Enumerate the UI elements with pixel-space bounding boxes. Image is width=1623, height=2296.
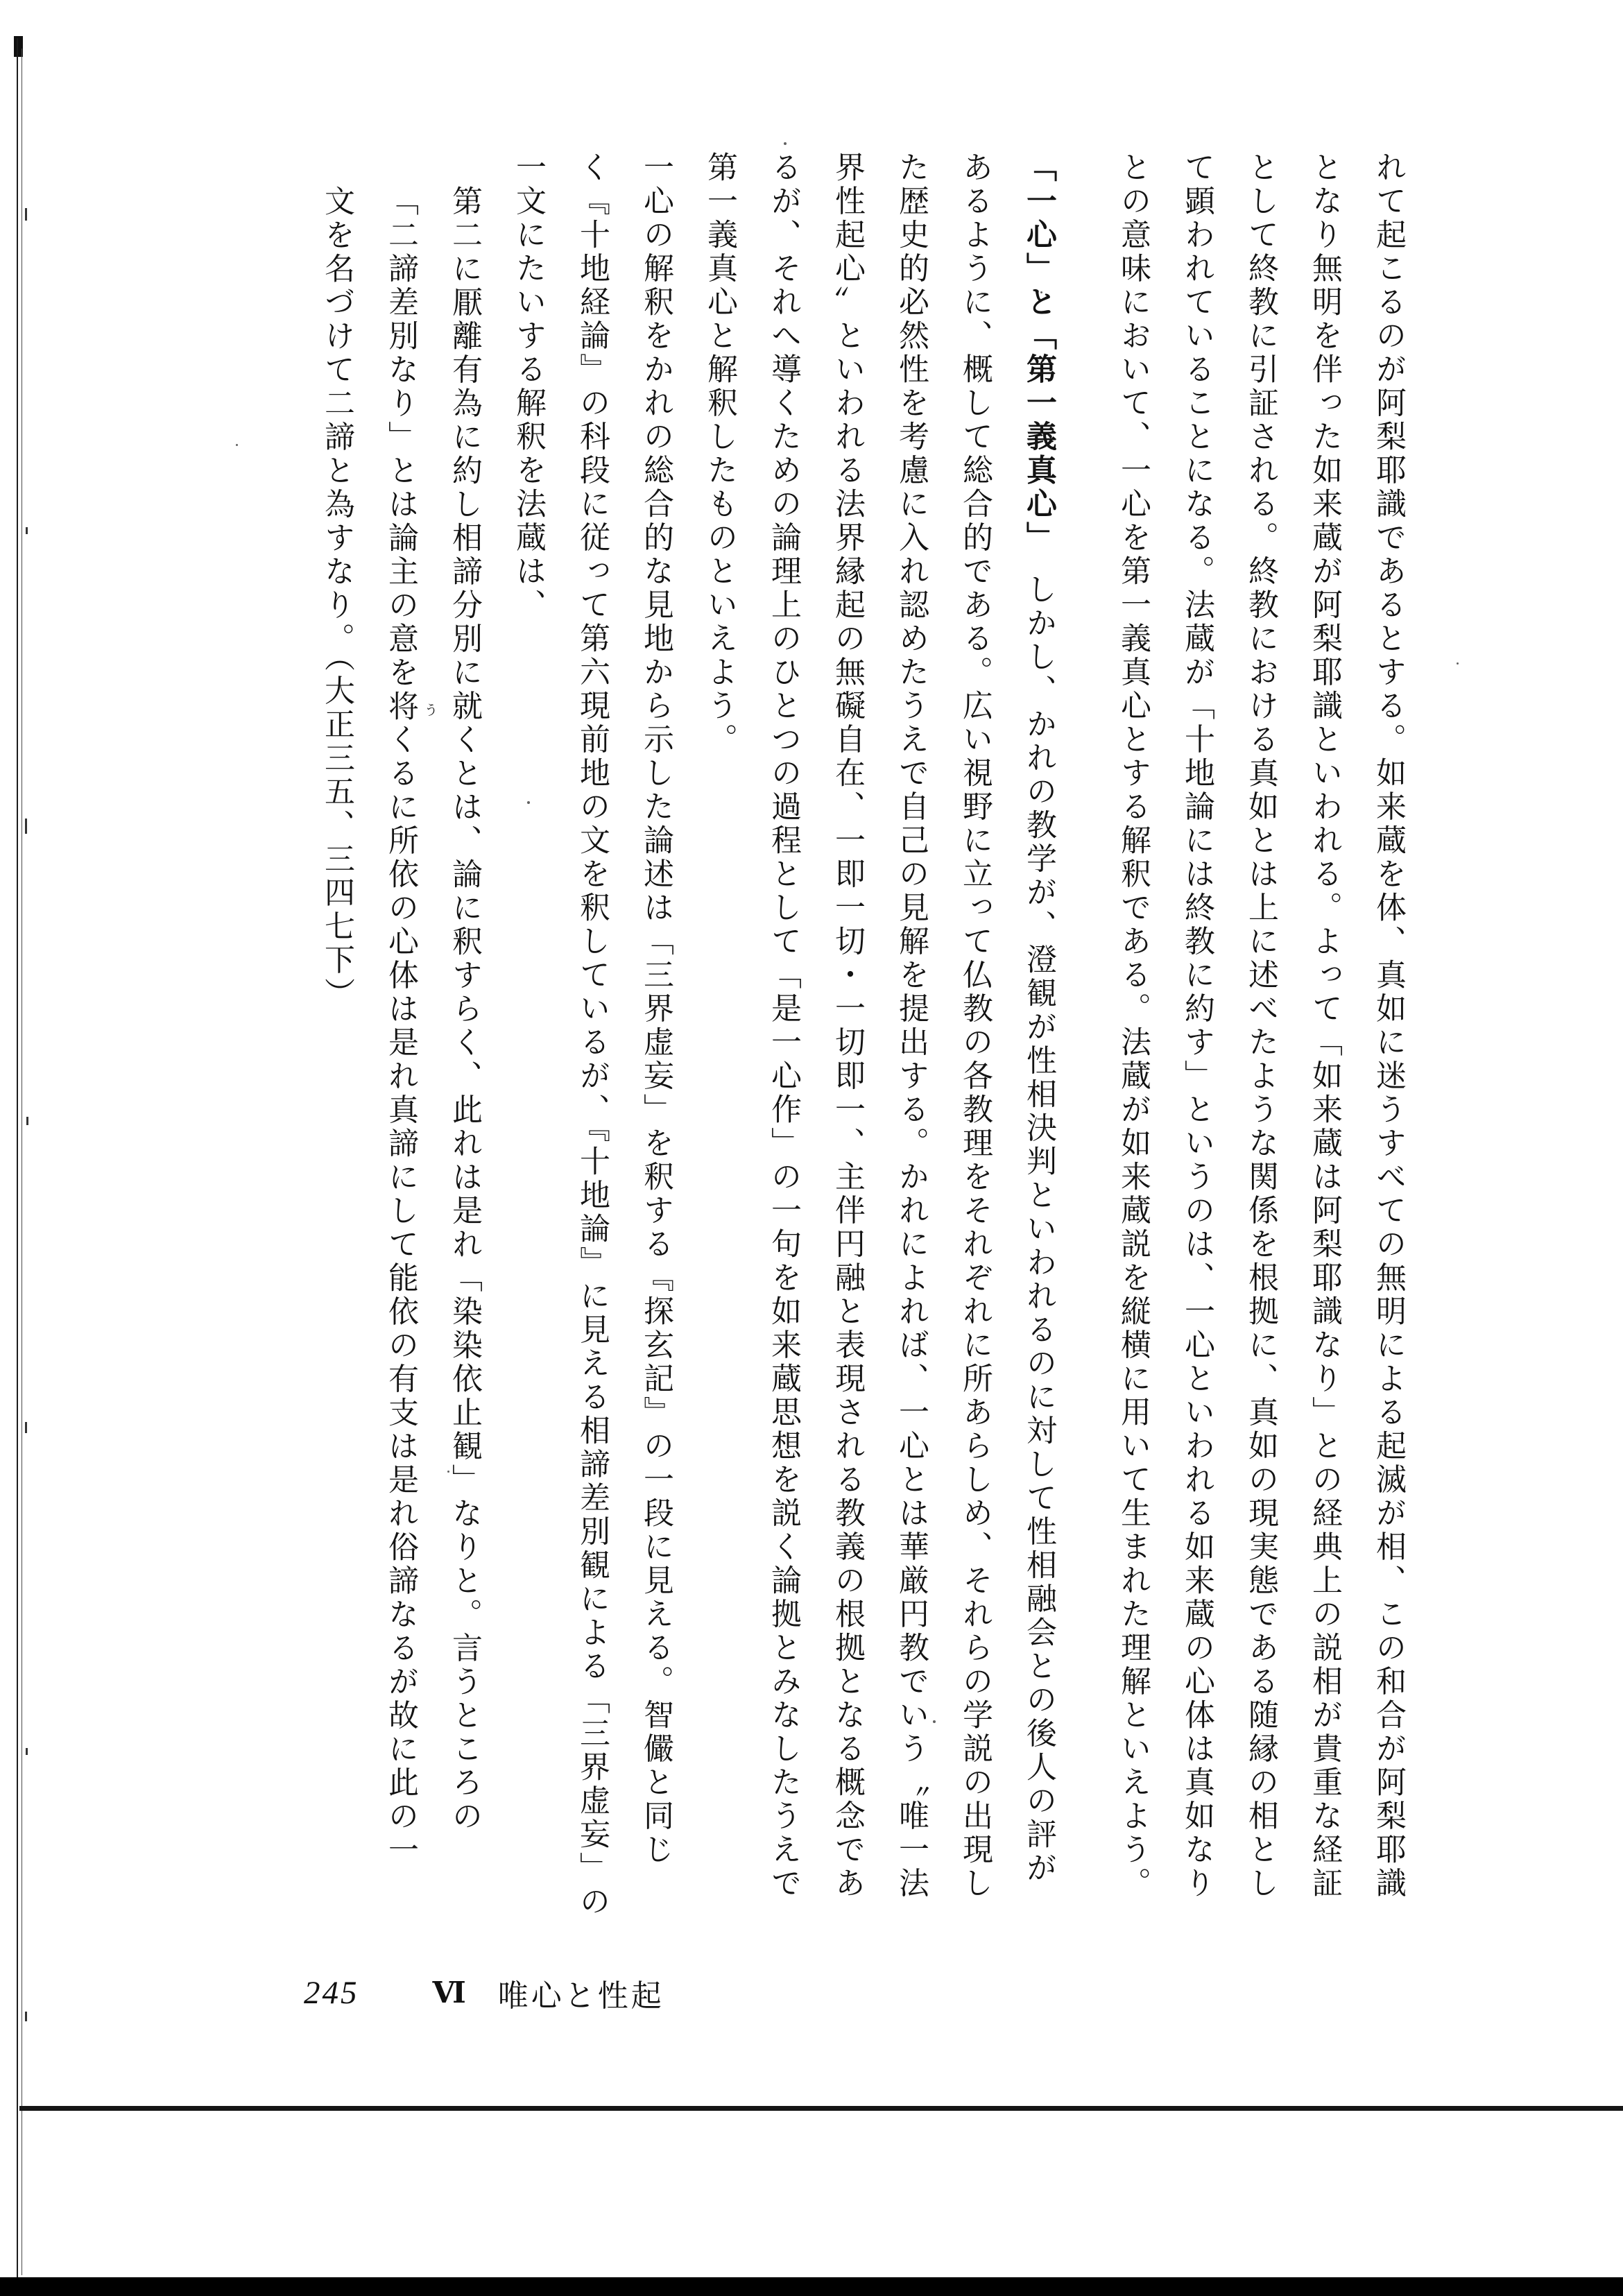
- page-footer: [304, 1972, 664, 2014]
- text-column-6: [1023, 151, 1054, 1906]
- text-column-2: となり無明を伴った如来蔵が阿梨耶識といわれる。よって「如来蔵は阿梨耶識なり」との経典上の説相が貴重な経証: [1307, 151, 1341, 1901]
- page-bottom-rule: [19, 2106, 1623, 2111]
- text-column-5: との意味において、一心を第一義真心とする解釈である。法蔵が如来蔵説を縦横に用いて生まれた理解といえよう。: [1116, 151, 1150, 1901]
- text-column-9: 界性起心〟といわれる法界縁起の無礙自在、一即一切・一切即一、主伴円融と表現される教義の根拠となる概念であ: [830, 151, 864, 1901]
- quote-line2-pre: 「二諦差別なり」とは論主の意を: [384, 185, 418, 690]
- text-column-10: るが、それへ導くための論理上のひとつの過程として「是一心作」の一句を如来蔵思想を説く論拠とみなしたうえで: [766, 151, 800, 1901]
- ruby-base-text: 将: [384, 689, 418, 723]
- scan-bottom-band: [0, 2277, 1623, 2296]
- section-heading: 「一心」と「第一義真心」: [1022, 151, 1056, 540]
- text-column-4: て顕われていることになる。法蔵が「十地論には終教に約す」というのは、一心といわれる如来蔵の心体は真如なり: [1180, 151, 1214, 1901]
- scan-speck: [784, 142, 787, 145]
- scan-edge-dash: [26, 1117, 28, 1125]
- chapter-number: Ⅵ: [432, 1978, 466, 2010]
- ruby-base-char: [384, 689, 437, 724]
- text-column-12: 一心の解釈をかれの総合的な見地から示した論述は「三界虚妄」を釈する『探玄記』の一段に見える。智儼と同じ: [639, 151, 673, 1867]
- text-column-7: あるように、概して総合的である。広い視野に立って仏教の各教理をそれぞれに所あらしめ、それらの学説の出現し: [958, 151, 992, 1901]
- scan-binding-line: [17, 38, 18, 2277]
- quote-line2-post: くるに所依の心体は是れ真諦にして能依の有支は是れ俗諦なるが故に此の一: [384, 723, 418, 1867]
- text-column-14: 一文にたいする解釈を法蔵は、: [511, 151, 545, 622]
- chapter-title: 唯心と性起: [497, 1979, 664, 2013]
- text-column-11: 第一義真心と解釈したものといえよう。: [703, 151, 737, 757]
- text-column-1: れて起こるのが阿梨耶識であるとする。如来蔵を体、真如に迷うすべての無明による起滅が相、この和合が阿梨耶識: [1371, 151, 1405, 1901]
- main-text-block: [320, 151, 1405, 1919]
- quote-column-2: [384, 151, 437, 1940]
- scan-edge-dash: [25, 208, 27, 221]
- furigana: う: [422, 702, 437, 717]
- text-column-13: く『十地経論』の科段に従って第六現前地の文を釈しているが、『十地論』に見える相諦差別観による「三界虚妄」の: [575, 151, 609, 1919]
- scan-edge-dash: [25, 2012, 27, 2021]
- scan-speck: [236, 444, 238, 446]
- text-column-3: として終教に引証される。終教における真如とは上に述べたような関係を根拠に、真如の現実態である随縁の相とし: [1244, 151, 1278, 1901]
- scan-edge-dash: [26, 1748, 28, 1755]
- scan-edge-dash: [25, 1422, 27, 1433]
- scan-speck: [1457, 662, 1459, 665]
- quote-column-3: 文を名づけて二諦と為すなり。（大正三五、三四七下）: [320, 185, 354, 1011]
- scan-edge-dash: [26, 527, 28, 534]
- scan-edge-dash: [25, 819, 27, 834]
- page-number: 245: [304, 1975, 359, 2011]
- quote-column-1: 第二に厭離有為に約し相諦分別に就くとは、論に釈すらく、此れは是れ「染染依止観」なりと。言うところの: [447, 185, 481, 1834]
- text-column-8: た歴史的必然性を考慮に入れ認めたうえで自己の見解を提出する。かれによれば、一心とは華厳円教でいう〝唯一法: [894, 151, 928, 1901]
- section-heading-continuation: しかし、かれの教学が、澄観が性相決判といわれるのに対して性相融会との後人の評が: [1022, 540, 1056, 1885]
